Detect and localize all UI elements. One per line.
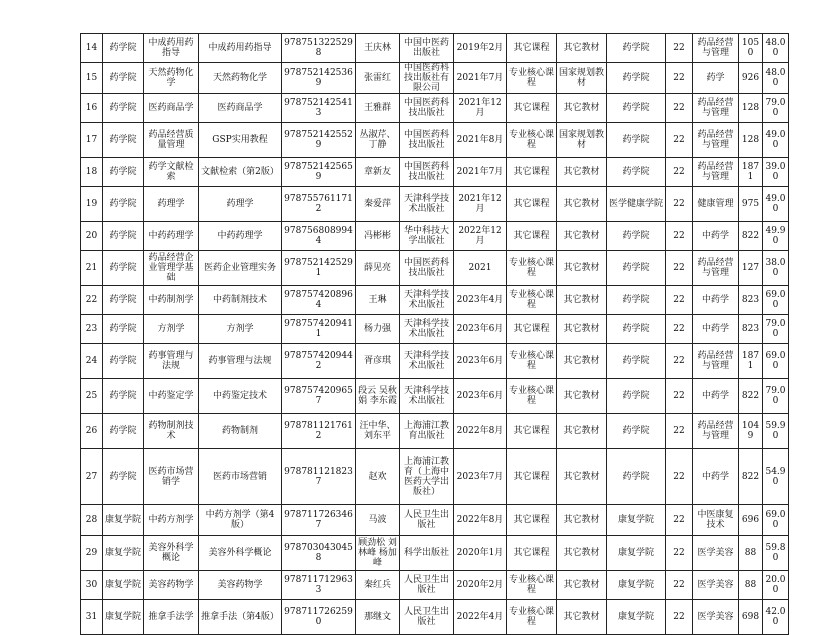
cell-material: 其它教材	[557, 158, 607, 187]
cell-major-college: 药学院	[607, 63, 666, 94]
cell-publisher: 天津科学技术出版社	[400, 286, 454, 315]
cell-no: 26	[81, 414, 103, 449]
cell-material: 其它教材	[557, 505, 607, 536]
cell-count: 88	[739, 571, 763, 600]
cell-price: 59.80	[763, 536, 789, 571]
cell-no: 16	[81, 94, 103, 123]
cell-no: 25	[81, 379, 103, 414]
cell-college: 药学院	[103, 34, 144, 63]
cell-no: 20	[81, 222, 103, 251]
cell-course: 药品经营质量管理	[144, 123, 199, 158]
cell-material: 其它教材	[557, 251, 607, 286]
cell-material: 其它教材	[557, 571, 607, 600]
cell-course: 药品经营企业管理学基础	[144, 251, 199, 286]
cell-count: 822	[739, 379, 763, 414]
cell-college: 药学院	[103, 251, 144, 286]
cell-count: 1049	[739, 414, 763, 449]
cell-college: 药学院	[103, 286, 144, 315]
cell-category: 其它课程	[507, 222, 557, 251]
cell-grade: 22	[666, 505, 693, 536]
cell-category: 专业核心课程	[507, 379, 557, 414]
cell-major-college: 康复学院	[607, 505, 666, 536]
cell-isbn: 9787521425413	[282, 94, 356, 123]
cell-category: 其它课程	[507, 315, 557, 344]
cell-price: 48.00	[763, 34, 789, 63]
cell-textbook: GSP实用教程	[199, 123, 282, 158]
cell-grade: 22	[666, 187, 693, 222]
table-row	[81, 315, 789, 344]
cell-category: 专业核心课程	[507, 344, 557, 379]
cell-textbook: 文献检索（第2版）	[199, 158, 282, 187]
cell-material: 其它教材	[557, 286, 607, 315]
cell-publisher: 科学出版社	[400, 536, 454, 571]
cell-course: 方剂学	[144, 315, 199, 344]
cell-isbn: 9787521425369	[282, 63, 356, 94]
cell-material: 其它教材	[557, 34, 607, 63]
cell-price: 79.00	[763, 379, 789, 414]
cell-count: 88	[739, 536, 763, 571]
cell-course: 中药鉴定学	[144, 379, 199, 414]
cell-textbook: 中成药用药指导	[199, 34, 282, 63]
cell-college: 康复学院	[103, 536, 144, 571]
cell-no: 24	[81, 344, 103, 379]
table-row	[81, 158, 789, 187]
cell-date: 2021年8月	[454, 123, 507, 158]
cell-category: 其它课程	[507, 414, 557, 449]
table-row	[81, 571, 789, 600]
cell-textbook: 天然药物化学	[199, 63, 282, 94]
cell-major: 药品经营与管理	[693, 123, 739, 158]
cell-author: 那继文	[356, 600, 400, 635]
cell-material: 其它教材	[557, 379, 607, 414]
cell-course: 药理学	[144, 187, 199, 222]
cell-major: 中药学	[693, 286, 739, 315]
table-row	[81, 505, 789, 536]
cell-date: 2023年6月	[454, 344, 507, 379]
cell-grade: 22	[666, 571, 693, 600]
cell-college: 康复学院	[103, 600, 144, 635]
cell-major: 药品经营与管理	[693, 251, 739, 286]
cell-major: 药品经营与管理	[693, 344, 739, 379]
cell-major-college: 药学院	[607, 414, 666, 449]
cell-textbook: 医药企业管理实务	[199, 251, 282, 286]
cell-isbn: 9787117262590	[282, 600, 356, 635]
cell-publisher: 中国中医药出版社	[400, 34, 454, 63]
cell-count: 127	[739, 251, 763, 286]
cell-no: 30	[81, 571, 103, 600]
cell-isbn: 9787521425529	[282, 123, 356, 158]
cell-publisher: 中国医药科技出版社	[400, 123, 454, 158]
cell-textbook: 医药商品学	[199, 94, 282, 123]
cell-major-college: 药学院	[607, 222, 666, 251]
cell-isbn: 9787574208964	[282, 286, 356, 315]
cell-isbn: 9787513225298	[282, 34, 356, 63]
cell-date: 2023年6月	[454, 315, 507, 344]
cell-grade: 22	[666, 536, 693, 571]
cell-category: 专业核心课程	[507, 123, 557, 158]
cell-count: 1871	[739, 158, 763, 187]
cell-major-college: 药学院	[607, 123, 666, 158]
cell-price: 69.00	[763, 344, 789, 379]
cell-grade: 22	[666, 414, 693, 449]
cell-textbook: 中药鉴定技术	[199, 379, 282, 414]
cell-category: 其它课程	[507, 505, 557, 536]
cell-count: 926	[739, 63, 763, 94]
cell-course: 药事管理与法规	[144, 344, 199, 379]
table-row	[81, 379, 789, 414]
cell-major: 药品经营与管理	[693, 158, 739, 187]
cell-category: 其它课程	[507, 449, 557, 505]
cell-material: 其它教材	[557, 187, 607, 222]
cell-course: 医药市场营销学	[144, 449, 199, 505]
cell-textbook: 医药市场营销	[199, 449, 282, 505]
cell-course: 药物制剂技术	[144, 414, 199, 449]
cell-isbn: 9787117129633	[282, 571, 356, 600]
cell-course: 中药方剂学	[144, 505, 199, 536]
cell-major-college: 药学院	[607, 34, 666, 63]
cell-date: 2020年2月	[454, 571, 507, 600]
cell-major: 医学美容	[693, 536, 739, 571]
cell-count: 698	[739, 600, 763, 635]
cell-course: 推拿手法学	[144, 600, 199, 635]
cell-major-college: 药学院	[607, 344, 666, 379]
cell-major-college: 药学院	[607, 449, 666, 505]
cell-material: 国家规划教材	[557, 123, 607, 158]
cell-no: 29	[81, 536, 103, 571]
cell-author: 段云 吴秋娟 李东霞	[356, 379, 400, 414]
table-row	[81, 414, 789, 449]
cell-textbook: 药事管理与法规	[199, 344, 282, 379]
cell-price: 49.00	[763, 187, 789, 222]
cell-author: 顾劲松 刘林峰 杨加峰	[356, 536, 400, 571]
cell-publisher: 天津科学技术出版社	[400, 315, 454, 344]
cell-isbn: 9787574209657	[282, 379, 356, 414]
cell-count: 128	[739, 94, 763, 123]
cell-price: 49.00	[763, 123, 789, 158]
cell-date: 2023年7月	[454, 449, 507, 505]
cell-major: 医学美容	[693, 600, 739, 635]
cell-date: 2023年4月	[454, 286, 507, 315]
cell-isbn: 9787811218237	[282, 449, 356, 505]
cell-category: 其它课程	[507, 94, 557, 123]
cell-major-college: 药学院	[607, 94, 666, 123]
cell-no: 31	[81, 600, 103, 635]
cell-major-college: 药学院	[607, 251, 666, 286]
cell-price: 49.90	[763, 222, 789, 251]
cell-major-college: 药学院	[607, 158, 666, 187]
cell-publisher: 中国医药科技出版社	[400, 158, 454, 187]
cell-date: 2023年6月	[454, 379, 507, 414]
cell-isbn: 9787557611712	[282, 187, 356, 222]
cell-grade: 22	[666, 600, 693, 635]
cell-count: 1050	[739, 34, 763, 63]
cell-no: 14	[81, 34, 103, 63]
cell-author: 章新友	[356, 158, 400, 187]
cell-isbn: 9787574209442	[282, 344, 356, 379]
cell-major: 药品经营与管理	[693, 94, 739, 123]
cell-college: 药学院	[103, 63, 144, 94]
cell-grade: 22	[666, 222, 693, 251]
cell-isbn: 9787574209411	[282, 315, 356, 344]
cell-publisher: 天津科学技术出版社	[400, 379, 454, 414]
cell-isbn: 9787030430458	[282, 536, 356, 571]
cell-college: 药学院	[103, 123, 144, 158]
table-row	[81, 286, 789, 315]
cell-author: 秦红兵	[356, 571, 400, 600]
cell-no: 23	[81, 315, 103, 344]
cell-no: 27	[81, 449, 103, 505]
cell-count: 822	[739, 449, 763, 505]
cell-category: 其它课程	[507, 34, 557, 63]
cell-count: 975	[739, 187, 763, 222]
cell-material: 其它教材	[557, 94, 607, 123]
cell-price: 42.00	[763, 600, 789, 635]
cell-major-college: 药学院	[607, 315, 666, 344]
cell-category: 专业核心课程	[507, 286, 557, 315]
cell-college: 药学院	[103, 414, 144, 449]
cell-grade: 22	[666, 286, 693, 315]
cell-publisher: 中国医药科技出版社	[400, 251, 454, 286]
cell-major: 中药学	[693, 379, 739, 414]
cell-publisher: 人民卫生出版社	[400, 505, 454, 536]
cell-price: 69.00	[763, 286, 789, 315]
cell-author: 王庆林	[356, 34, 400, 63]
cell-publisher: 人民卫生出版社	[400, 600, 454, 635]
cell-no: 22	[81, 286, 103, 315]
cell-textbook: 中药方剂学（第4版）	[199, 505, 282, 536]
cell-no: 15	[81, 63, 103, 94]
cell-college: 药学院	[103, 344, 144, 379]
cell-major: 药学	[693, 63, 739, 94]
cell-price: 39.00	[763, 158, 789, 187]
cell-count: 823	[739, 286, 763, 315]
table-row	[81, 34, 789, 63]
table-row	[81, 222, 789, 251]
table-row	[81, 344, 789, 379]
cell-grade: 22	[666, 63, 693, 94]
cell-date: 2022年8月	[454, 414, 507, 449]
cell-category: 专业核心课程	[507, 600, 557, 635]
cell-author: 薛见亮	[356, 251, 400, 286]
cell-textbook: 中药药理学	[199, 222, 282, 251]
cell-date: 2022年12月	[454, 222, 507, 251]
cell-material: 其它教材	[557, 315, 607, 344]
cell-course: 美容外科学概论	[144, 536, 199, 571]
cell-textbook: 药理学	[199, 187, 282, 222]
cell-course: 中药制剂学	[144, 286, 199, 315]
cell-major: 药品经营与管理	[693, 34, 739, 63]
cell-date: 2021	[454, 251, 507, 286]
cell-course: 中药药理学	[144, 222, 199, 251]
cell-price: 48.00	[763, 63, 789, 94]
cell-date: 2021年7月	[454, 158, 507, 187]
table-row	[81, 63, 789, 94]
table-row	[81, 187, 789, 222]
cell-category: 专业核心课程	[507, 571, 557, 600]
cell-major: 医学美容	[693, 571, 739, 600]
cell-course: 中成药用药指导	[144, 34, 199, 63]
cell-date: 2022年8月	[454, 505, 507, 536]
cell-price: 20.00	[763, 571, 789, 600]
cell-date: 2021年12月	[454, 187, 507, 222]
cell-major-college: 康复学院	[607, 536, 666, 571]
cell-isbn: 9787811217612	[282, 414, 356, 449]
cell-no: 28	[81, 505, 103, 536]
cell-textbook: 美容外科学概论	[199, 536, 282, 571]
cell-count: 128	[739, 123, 763, 158]
cell-category: 专业核心课程	[507, 63, 557, 94]
cell-material: 其它教材	[557, 222, 607, 251]
cell-category: 其它课程	[507, 158, 557, 187]
cell-author: 丛淑芹、丁静	[356, 123, 400, 158]
cell-college: 康复学院	[103, 571, 144, 600]
cell-price: 69.00	[763, 505, 789, 536]
cell-category: 其它课程	[507, 536, 557, 571]
cell-major: 中药学	[693, 222, 739, 251]
cell-grade: 22	[666, 158, 693, 187]
cell-no: 17	[81, 123, 103, 158]
cell-textbook: 药物制剂	[199, 414, 282, 449]
cell-material: 国家规划教材	[557, 63, 607, 94]
cell-major-college: 药学院	[607, 286, 666, 315]
cell-major-college: 康复学院	[607, 600, 666, 635]
cell-grade: 22	[666, 315, 693, 344]
cell-author: 秦爱萍	[356, 187, 400, 222]
cell-price: 54.90	[763, 449, 789, 505]
cell-major: 中药学	[693, 315, 739, 344]
cell-college: 药学院	[103, 449, 144, 505]
cell-no: 21	[81, 251, 103, 286]
cell-author: 赵欢	[356, 449, 400, 505]
cell-date: 2021年12月	[454, 94, 507, 123]
cell-major: 健康管理	[693, 187, 739, 222]
cell-date: 2019年2月	[454, 34, 507, 63]
cell-count: 1871	[739, 344, 763, 379]
cell-price: 79.00	[763, 94, 789, 123]
table-row	[81, 449, 789, 505]
cell-grade: 22	[666, 379, 693, 414]
cell-date: 2021年7月	[454, 63, 507, 94]
cell-count: 696	[739, 505, 763, 536]
cell-isbn: 9787568089944	[282, 222, 356, 251]
cell-publisher: 人民卫生出版社	[400, 571, 454, 600]
cell-textbook: 推拿手法（第4版）	[199, 600, 282, 635]
cell-college: 药学院	[103, 94, 144, 123]
cell-isbn: 9787521425291	[282, 251, 356, 286]
cell-count: 823	[739, 315, 763, 344]
cell-college: 药学院	[103, 379, 144, 414]
cell-publisher: 中国医药科技出版社	[400, 94, 454, 123]
cell-college: 药学院	[103, 187, 144, 222]
table-row	[81, 600, 789, 635]
cell-publisher: 天津科学技术出版社	[400, 187, 454, 222]
cell-isbn: 9787521425659	[282, 158, 356, 187]
cell-author: 杨力强	[356, 315, 400, 344]
cell-author: 胥彦琪	[356, 344, 400, 379]
cell-material: 其它教材	[557, 536, 607, 571]
cell-course: 药学文献检索	[144, 158, 199, 187]
cell-category: 专业核心课程	[507, 251, 557, 286]
cell-price: 79.00	[763, 315, 789, 344]
cell-major: 中药学	[693, 449, 739, 505]
cell-author: 冯彬彬	[356, 222, 400, 251]
cell-textbook: 中药制剂技术	[199, 286, 282, 315]
cell-price: 59.90	[763, 414, 789, 449]
cell-grade: 22	[666, 449, 693, 505]
cell-major-college: 药学院	[607, 379, 666, 414]
cell-course: 天然药物化学	[144, 63, 199, 94]
table-row	[81, 123, 789, 158]
cell-college: 药学院	[103, 315, 144, 344]
table-row	[81, 94, 789, 123]
cell-material: 其它教材	[557, 414, 607, 449]
cell-author: 王琳	[356, 286, 400, 315]
cell-major: 药品经营与管理	[693, 414, 739, 449]
cell-date: 2022年4月	[454, 600, 507, 635]
cell-count: 822	[739, 222, 763, 251]
table-row	[81, 251, 789, 286]
cell-price: 38.00	[763, 251, 789, 286]
cell-major: 中医康复技术	[693, 505, 739, 536]
cell-author: 王雅群	[356, 94, 400, 123]
cell-material: 其它教材	[557, 600, 607, 635]
cell-isbn: 9787117263467	[282, 505, 356, 536]
cell-date: 2020年1月	[454, 536, 507, 571]
cell-college: 药学院	[103, 158, 144, 187]
cell-material: 其它教材	[557, 344, 607, 379]
cell-material: 其它教材	[557, 449, 607, 505]
cell-author: 张雷红	[356, 63, 400, 94]
cell-publisher: 华中科技大学出版社	[400, 222, 454, 251]
cell-major-college: 康复学院	[607, 571, 666, 600]
table-row	[81, 536, 789, 571]
cell-publisher: 上海浦江教育（上海中医药大学出版社）	[400, 449, 454, 505]
cell-textbook: 美容药物学	[199, 571, 282, 600]
cell-grade: 22	[666, 251, 693, 286]
cell-course: 医药商品学	[144, 94, 199, 123]
cell-publisher: 天津科学技术出版社	[400, 344, 454, 379]
cell-college: 康复学院	[103, 505, 144, 536]
cell-publisher: 上海浦江教育出版社	[400, 414, 454, 449]
cell-author: 马波	[356, 505, 400, 536]
cell-college: 药学院	[103, 222, 144, 251]
cell-grade: 22	[666, 34, 693, 63]
cell-grade: 22	[666, 94, 693, 123]
cell-major-college: 医学健康学院	[607, 187, 666, 222]
cell-textbook: 方剂学	[199, 315, 282, 344]
cell-course: 美容药物学	[144, 571, 199, 600]
cell-grade: 22	[666, 123, 693, 158]
cell-grade: 22	[666, 344, 693, 379]
cell-category: 其它课程	[507, 187, 557, 222]
cell-author: 汪中华、刘东平	[356, 414, 400, 449]
cell-publisher: 中国医药科技出版社有限公司	[400, 63, 454, 94]
cell-no: 19	[81, 187, 103, 222]
cell-no: 18	[81, 158, 103, 187]
